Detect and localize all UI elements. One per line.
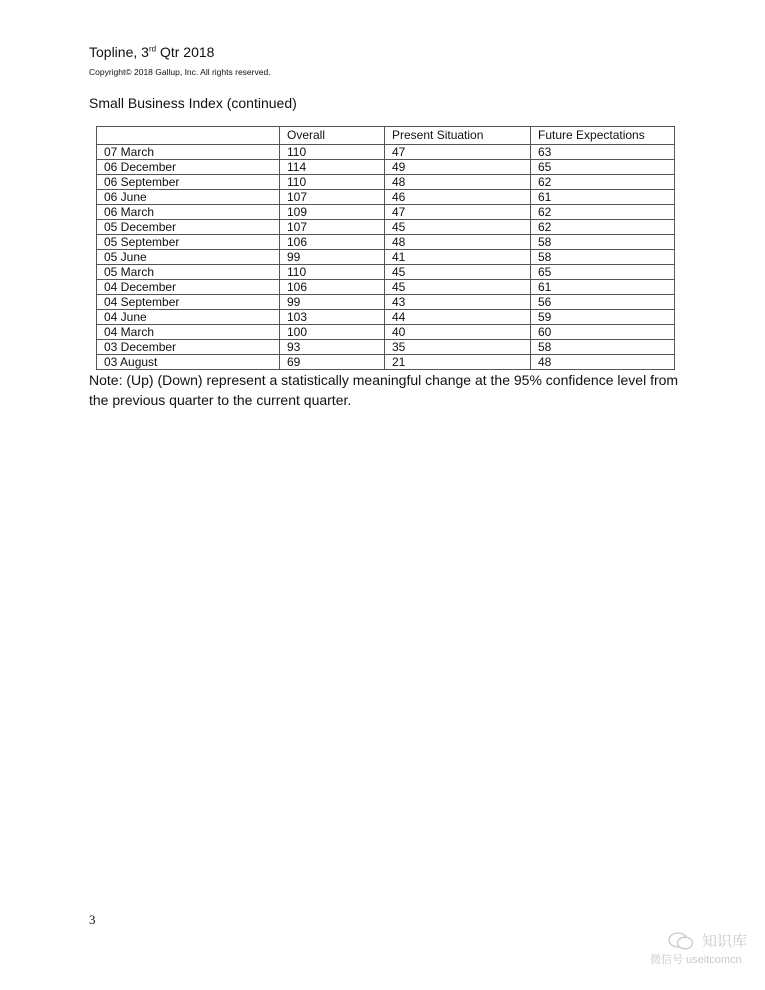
row-label-cell: 05 September bbox=[97, 235, 280, 250]
value-cell: 48 bbox=[385, 235, 531, 250]
small-business-index-table bbox=[96, 126, 675, 370]
column-header: Present Situation bbox=[385, 127, 531, 145]
value-cell: 103 bbox=[280, 310, 385, 325]
table-row bbox=[97, 220, 675, 235]
value-cell: 114 bbox=[280, 160, 385, 175]
value-cell: 93 bbox=[280, 340, 385, 355]
value-cell: 43 bbox=[385, 295, 531, 310]
watermark bbox=[650, 930, 747, 967]
value-cell: 45 bbox=[385, 265, 531, 280]
watermark-account: 微信号 useitcomcn bbox=[650, 954, 742, 966]
copyright-notice: Copyright© 2018 Gallup, Inc. All rights reserved. bbox=[89, 67, 271, 77]
row-label-cell: 03 August bbox=[97, 355, 280, 370]
value-cell: 69 bbox=[280, 355, 385, 370]
table-row bbox=[97, 340, 675, 355]
value-cell: 58 bbox=[531, 340, 675, 355]
row-label-cell: 03 December bbox=[97, 340, 280, 355]
table-row bbox=[97, 355, 675, 370]
value-cell: 44 bbox=[385, 310, 531, 325]
row-label-cell: 04 September bbox=[97, 295, 280, 310]
value-cell: 110 bbox=[280, 265, 385, 280]
table-header-row bbox=[97, 127, 675, 145]
value-cell: 65 bbox=[531, 160, 675, 175]
value-cell: 65 bbox=[531, 265, 675, 280]
value-cell: 46 bbox=[385, 190, 531, 205]
column-header: Overall bbox=[280, 127, 385, 145]
table-body bbox=[97, 145, 675, 370]
value-cell: 100 bbox=[280, 325, 385, 340]
value-cell: 62 bbox=[531, 220, 675, 235]
value-cell: 60 bbox=[531, 325, 675, 340]
value-cell: 106 bbox=[280, 280, 385, 295]
table-row bbox=[97, 310, 675, 325]
value-cell: 21 bbox=[385, 355, 531, 370]
value-cell: 48 bbox=[385, 175, 531, 190]
row-label-cell: 06 December bbox=[97, 160, 280, 175]
table-row bbox=[97, 265, 675, 280]
value-cell: 62 bbox=[531, 175, 675, 190]
table-row bbox=[97, 205, 675, 220]
value-cell: 107 bbox=[280, 190, 385, 205]
table-row bbox=[97, 145, 675, 160]
value-cell: 99 bbox=[280, 250, 385, 265]
value-cell: 110 bbox=[280, 145, 385, 160]
row-label-cell: 04 December bbox=[97, 280, 280, 295]
row-label-cell: 05 June bbox=[97, 250, 280, 265]
value-cell: 41 bbox=[385, 250, 531, 265]
row-label-cell: 05 March bbox=[97, 265, 280, 280]
value-cell: 63 bbox=[531, 145, 675, 160]
row-label-cell: 06 September bbox=[97, 175, 280, 190]
title-superscript: rd bbox=[148, 44, 157, 54]
table-row bbox=[97, 175, 675, 190]
table-row bbox=[97, 295, 675, 310]
value-cell: 110 bbox=[280, 175, 385, 190]
value-cell: 58 bbox=[531, 250, 675, 265]
table-row bbox=[97, 325, 675, 340]
wechat-icon bbox=[668, 932, 694, 950]
table-row bbox=[97, 190, 675, 205]
value-cell: 62 bbox=[531, 205, 675, 220]
row-label-cell: 04 June bbox=[97, 310, 280, 325]
value-cell: 106 bbox=[280, 235, 385, 250]
watermark-name: 知识库 bbox=[702, 933, 748, 950]
row-label-cell: 05 December bbox=[97, 220, 280, 235]
section-title: Small Business Index (continued) bbox=[89, 95, 297, 111]
value-cell: 45 bbox=[385, 280, 531, 295]
row-label-cell: 07 March bbox=[97, 145, 280, 160]
value-cell: 48 bbox=[531, 355, 675, 370]
value-cell: 59 bbox=[531, 310, 675, 325]
value-cell: 109 bbox=[280, 205, 385, 220]
value-cell: 58 bbox=[531, 235, 675, 250]
column-header: Future Expectations bbox=[531, 127, 675, 145]
value-cell: 45 bbox=[385, 220, 531, 235]
value-cell: 61 bbox=[531, 190, 675, 205]
table-row bbox=[97, 160, 675, 175]
title-suffix: Qtr 2018 bbox=[156, 44, 215, 60]
title-prefix: Topline, 3 bbox=[89, 44, 149, 60]
value-cell: 56 bbox=[531, 295, 675, 310]
column-header bbox=[97, 127, 280, 145]
value-cell: 49 bbox=[385, 160, 531, 175]
table-row bbox=[97, 250, 675, 265]
value-cell: 47 bbox=[385, 205, 531, 220]
footnote: Note: (Up) (Down) represent a statistically meaningful change at the 95% confidence level from the previous quarter to the current quarter. bbox=[89, 372, 679, 408]
page-header-title bbox=[89, 44, 214, 60]
row-label-cell: 04 March bbox=[97, 325, 280, 340]
page-number: 3 bbox=[89, 912, 96, 927]
table-row bbox=[97, 280, 675, 295]
row-label-cell: 06 June bbox=[97, 190, 280, 205]
value-cell: 47 bbox=[385, 145, 531, 160]
table-row bbox=[97, 235, 675, 250]
value-cell: 99 bbox=[280, 295, 385, 310]
value-cell: 35 bbox=[385, 340, 531, 355]
value-cell: 107 bbox=[280, 220, 385, 235]
row-label-cell: 06 March bbox=[97, 205, 280, 220]
value-cell: 61 bbox=[531, 280, 675, 295]
value-cell: 40 bbox=[385, 325, 531, 340]
